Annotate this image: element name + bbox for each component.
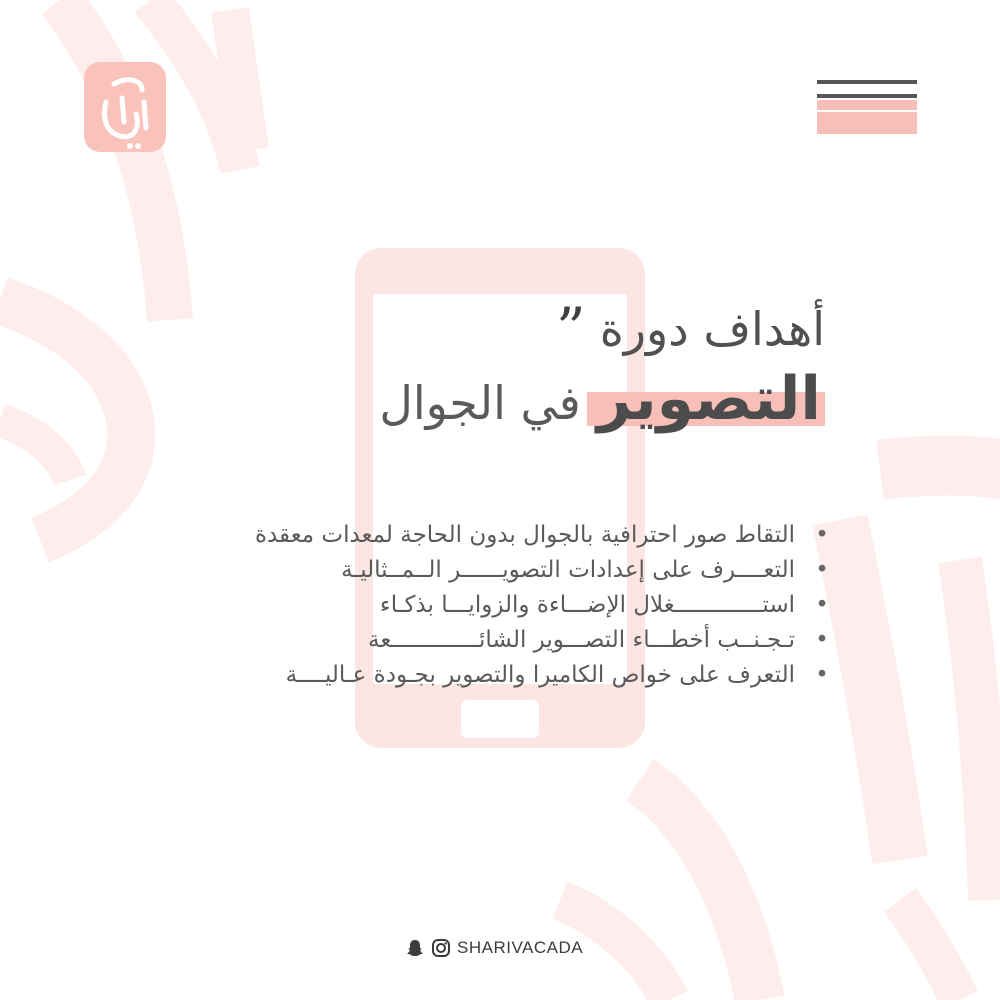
- bullet-icon: •: [815, 522, 829, 548]
- list-item: [175, 518, 835, 553]
- bar-pink-thick: [817, 112, 917, 134]
- list-item: [175, 623, 835, 658]
- social-handle[interactable]: SHARIVACADA: [457, 938, 584, 957]
- bullet-icon: •: [815, 557, 829, 583]
- brand-logo: [84, 62, 166, 152]
- title-highlight: التصوير: [593, 364, 825, 434]
- footer-social: [405, 935, 583, 961]
- goal-text: التقاط صور احترافية بالجوال بدون الحاجة لمعدات معقدة: [254, 522, 795, 548]
- bar-dark-middle: [817, 94, 917, 98]
- goal-text: استـــــــــــــغلال الإضـــاءة والزوايـــا بذكـاء: [379, 592, 795, 618]
- bullet-icon: •: [815, 592, 829, 618]
- bullet-icon: •: [815, 662, 829, 688]
- goal-text: التعــــرف على إعدادات التصويــــــر الــمــثاليـة: [341, 557, 795, 583]
- phone-home-button: [461, 700, 539, 738]
- goals-list: [175, 518, 835, 693]
- highlight-wrapper: [593, 364, 825, 434]
- brand-logo-icon: [84, 62, 166, 152]
- title-line-2: [360, 364, 825, 434]
- bar-pink-thin: [817, 100, 917, 110]
- title-block: [360, 295, 825, 434]
- goal-text: التعرف على خواص الكاميرا والتصوير بجـودة عـاليــــة: [285, 662, 795, 688]
- list-item: [175, 658, 835, 693]
- title-rest: في الجوال: [379, 376, 581, 430]
- bullet-icon: •: [815, 627, 829, 653]
- instagram-icon[interactable]: [431, 938, 451, 958]
- bar-dark-top: [817, 80, 917, 84]
- decorative-bars: [817, 80, 917, 134]
- title-line-1: [360, 295, 825, 363]
- title-text: أهداف دورة: [599, 301, 825, 356]
- quote-mark: ”: [556, 295, 586, 363]
- list-item: [175, 553, 835, 588]
- goal-text: تـجـنــب أخطـــاء التصـــوير الشائـــــــــــــعة: [368, 627, 795, 653]
- snapchat-icon[interactable]: [405, 938, 425, 958]
- list-item: [175, 588, 835, 623]
